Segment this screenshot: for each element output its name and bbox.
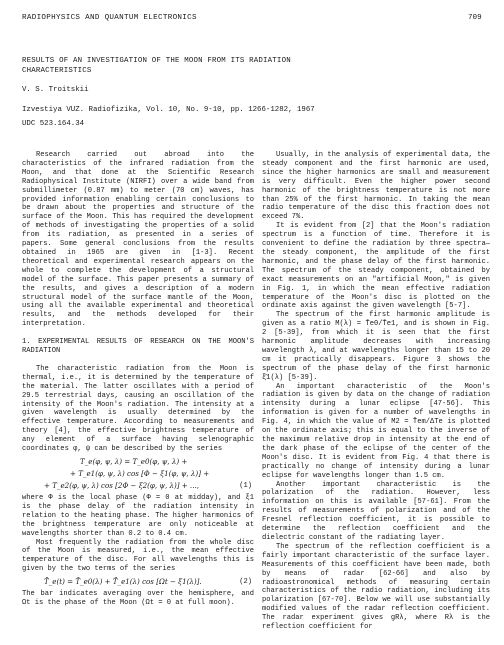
equation-number: (1) bbox=[239, 482, 252, 490]
section-heading: 1. EXPERIMENTAL RESULTS OF RESEARCH ON THE MOON'S RADIATION bbox=[22, 338, 254, 356]
left-column bbox=[22, 151, 254, 608]
article-citation: Izvestiya VUZ. Radiofizika, Vol. 10, No. 9-10, pp. 1266-1282, 1967 bbox=[22, 106, 315, 114]
paragraph: An important characteristic of the Moon's radiation is given by data on the change of radiation intensity during a lunar eclipse [47-56]. This information is given for a number of wavelengths in Fig. 4, in which the value of M2 = T̄em/ΔTe is plotted on the ordinate axis; this is equal to the inverse of the maximum relative drop in intensity at the end of the dark phase of the eclipse of the center of the Moon's disc. It is evident from Fig. 4 that there is practically no change of intensity during a lunar eclipse for wavelengths longer than 1.5 cm. bbox=[262, 382, 490, 480]
equation-1 bbox=[22, 456, 254, 492]
intro-paragraph: Research carried out abroad into the characteristics of the infrared radiation from the Moon, and that done at the Scientific Research Radiophysical Institute (NIRFI) over a wide band from submillimeter (0.87 mm) to meter (70 cm) waves, has provided information enabling certain conclusions to be drawn about the properties and structure of the surface of the Moon. This has required the development of methods of investigating the properties of a solid from its radiation, as presented in a series of papers. Some general conclusions from the results obtained in 1965 are given in [1-3]. Recent theoretical and experimental research appears on the whole to complete the development of a structural model of the surface. This paper presents a summary of the results, and gives a description of a modern structural model of the surface mantle of the Moon, using all the available experimental and theoretical results, and the methods developed for their interpretation. bbox=[22, 151, 254, 329]
equation-number: (2) bbox=[239, 578, 252, 587]
udc-code: UDC 523.164.34 bbox=[22, 120, 85, 128]
paragraph: The spectrum of the reflection coefficient is a fairly important characteristic of the surface layer. Measurements of this coefficient have been made, both by means of radar [62-66] and also by radioastronomical methods of measuring certain characteristics of the radio radiation, including its polarization [67-70]. Below we will use substantially modified values of the radar reflection coefficient. The radar experiment gives gRλ, where Rλ is the reflection coefficient for bbox=[262, 542, 490, 632]
paragraph: Another important characteristic is the polarization of the radiation. However, less information on this is available [57-61]. From the results of measurements of polarization and of the Fresnel reflection coefficient, it is possible to determine the reflection coefficient and the dielectric constant of the radiating layer. bbox=[262, 480, 490, 542]
article-author: V. S. Troitskii bbox=[22, 86, 89, 94]
equation-2 bbox=[22, 576, 254, 588]
equation-line: + T_e2(φ, ψ, λ) cos [2Φ − ξ2(φ, ψ, λ)] + ..., bbox=[44, 481, 199, 490]
paragraph: Most frequently the radiation from the whole disc of the Moon is measured, i.e., the mean effective temperature of the disc. For all wavelengths this is given by the two terms of the series bbox=[22, 538, 254, 574]
equation-line: + T_e1(φ, ψ, λ) cos [Φ − ξ1(φ, ψ, λ)] + bbox=[70, 469, 210, 478]
running-title: RADIOPHYSICS AND QUANTUM ELECTRONICS bbox=[22, 14, 197, 22]
paragraph: It is evident from [2] that the Moon's radiation spectrum is a function of time. Therefore it is convenient to define the radiation by three spectra—the steady component, the amplitude of the first harmonic, and the phase delay of the first harmonic. The spectrum of the steady component, obtained by exact measurements on an "artificial Moon," is given in Fig. 1, in which the mean effective radiation temperature of the Moon's disc is plotted on the ordinate axis against the given wavelength [5-7]. bbox=[262, 222, 490, 311]
equation-line: T_e(φ, ψ, λ) = T_e0(φ, ψ, λ) + bbox=[80, 457, 188, 466]
paragraph: The spectrum of the first harmonic amplitude is given as a ratio M(λ) = T̄e0/T̄e1, and is shown in Fig. 2 [5-39], from which it is seen that the first harmonic amplitude decreases with increasing wavelength λ, and at wavelengths longer than 15 to 20 cm it practically disappears. Figure 3 shows the spectrum of the phase delay of the first harmonic ξ̄1(λ) [5-39]. bbox=[262, 311, 490, 382]
paragraph: where Φ is the local phase (Φ = 0 at midday), and ξ1 is the phase delay of the radiation intensity in relation to the heating phase. The higher harmonics of the brightness temperature are only noticeable at wavelengths shorter than 0.2 to 0.4 cm. bbox=[22, 494, 254, 538]
paragraph: The characteristic radiation from the Moon is thermal, i.e., it is determined by the temperature of the material. The latter oscillates with a period of 29.5 terrestrial days, causing an oscillation of the intensity of the Moon's radiation. The intensity at a given wavelength is usually determined by the effective temperature. According to measurements and theory [4], the effective brightness temperature of any element of a surface having selenographic coordinates φ, ψ can be described by the series bbox=[22, 364, 254, 454]
article-title: RESULTS OF AN INVESTIGATION OF THE MOON FROM ITS RADIATION CHARACTERISTICS bbox=[22, 57, 291, 75]
paragraph: Usually, in the analysis of experimental data, the steady component and the first harmonic are used, since the higher harmonics are small and measurement is very difficult. Even the higher power second harmonic of the brightness temperature is not more than 25% of the first harmonic. In taking the mean radio temperature of the disc this fraction does not exceed 7%. bbox=[262, 151, 490, 222]
paragraph: The bar indicates averaging over the hemisphere, and Ωt is the phase of the Moon (Ωt = 0 at full moon). bbox=[22, 590, 254, 608]
page-number: 709 bbox=[468, 14, 482, 22]
equation-line: T̄_e(t) = T̄_e0(λ) + T̄_e1(λ) cos [Ωt − ξ̄1(λ)]. bbox=[44, 577, 202, 587]
right-column bbox=[262, 151, 490, 632]
